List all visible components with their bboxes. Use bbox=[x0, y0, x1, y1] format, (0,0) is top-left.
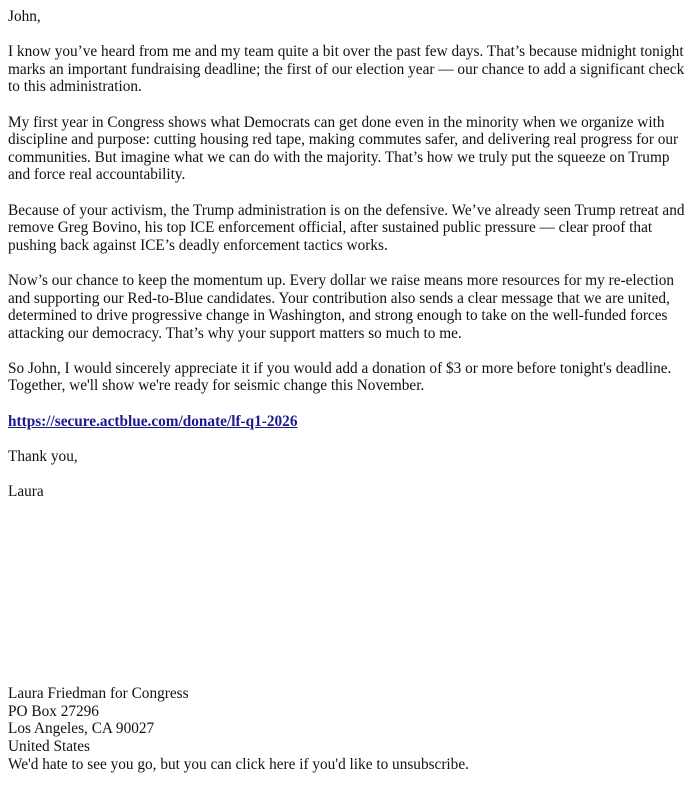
closing: Thank you, bbox=[8, 447, 78, 465]
footer bbox=[8, 685, 692, 773]
paragraph-momentum: Now’s our chance to keep the momentum up. Every dollar we raise means more resources for my re-election and supporting our Red-to-Blue candidates. Your contribution also sends a clear message that we are united, determined to drive progressive change in Washington, and strong enough to take on the well-funded forces attacking our democracy. That’s why your support matters so much to me. bbox=[8, 271, 675, 342]
paragraph-deadline: I know you’ve heard from me and my team quite a bit over the past few days. That’s because midnight tonight marks an important fundraising deadline; the first of our election year — our chance to add a significant check to this administration. bbox=[8, 43, 685, 96]
greeting: John, bbox=[8, 8, 41, 25]
paragraph-activism: Because of your activism, the Trump administration is on the defensive. We’ve already seen Trump retreat and remove Greg Bovino, his top ICE enforcement official, after sustained public pressure — clear proof that pushing back against ICE’s deadly enforcement tactics works. bbox=[8, 201, 685, 254]
footer-country: United States bbox=[8, 738, 90, 755]
unsubscribe-text[interactable]: We'd hate to see you go, but you can click here if you'd like to unsubscribe. bbox=[8, 755, 469, 773]
paragraph-ask: So John, I would sincerely appreciate it if you would add a donation of $3 or more before tonight's deadline. Together, we'll show we're ready for seismic change this November. bbox=[8, 359, 672, 395]
spacer bbox=[8, 518, 692, 685]
signature: Laura bbox=[8, 483, 44, 501]
donate-link[interactable]: https://secure.actblue.com/donate/lf-q1-2026 bbox=[8, 412, 298, 430]
footer-po-box: PO Box 27296 bbox=[8, 702, 99, 720]
donate-link-row bbox=[8, 413, 692, 431]
footer-org: Laura Friedman for Congress bbox=[8, 685, 189, 703]
paragraph-congress: My first year in Congress shows what Democrats can get done even in the minority when we organize with discipline and purpose: cutting housing red tape, making commutes safer, and delivering real progress for our communities. But imagine what we can do with the majority. That’s how we truly put the squeeze on Trump and force real accountability. bbox=[8, 113, 679, 184]
footer-city: Los Angeles, CA 90027 bbox=[8, 720, 155, 738]
